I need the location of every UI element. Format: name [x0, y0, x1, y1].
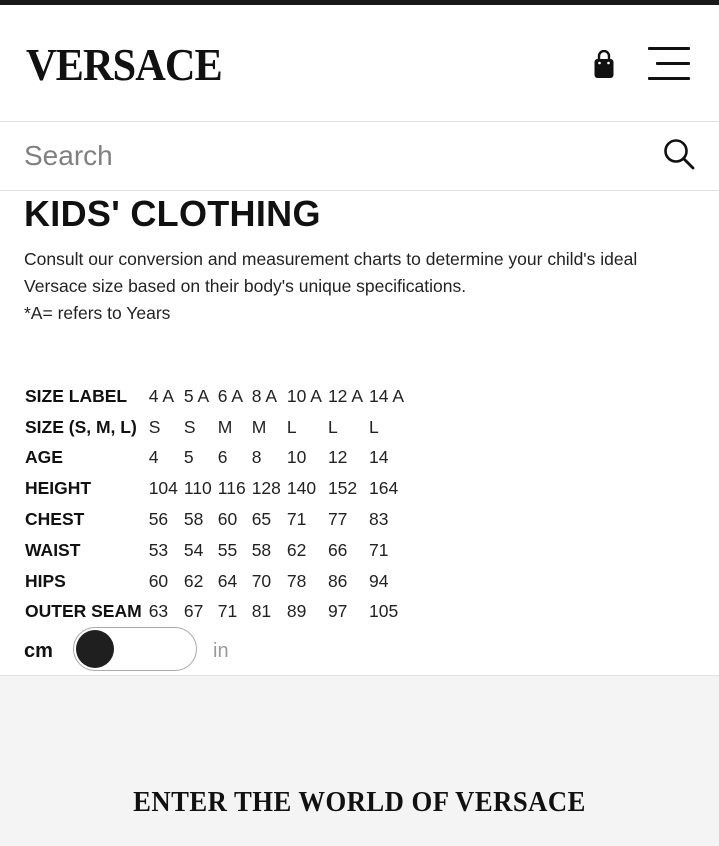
- size-table-cell: 110: [183, 478, 212, 499]
- search-bar: [0, 121, 719, 191]
- size-table-row: [22, 381, 407, 412]
- size-table-cell: 83: [369, 509, 389, 530]
- size-table-cell: 5: [183, 447, 194, 468]
- unit-switcher: [24, 627, 424, 675]
- size-table-cell: 66: [327, 539, 348, 560]
- search-icon[interactable]: [662, 137, 696, 171]
- size-table-cell: 8 A: [251, 385, 278, 406]
- size-table-cell: L: [327, 416, 338, 437]
- site-header: [0, 5, 719, 121]
- size-table-cell: 78: [286, 570, 307, 591]
- size-table-cell: 12 A: [327, 385, 363, 406]
- size-table-cell: M: [251, 416, 267, 437]
- size-table-row-label: SIZE (S, M, L): [25, 416, 137, 437]
- size-table-cell: L: [369, 416, 379, 437]
- size-table-cell: 70: [251, 570, 272, 591]
- size-table-row: [22, 566, 407, 597]
- size-table-cell: 60: [217, 509, 238, 530]
- size-table-cell: 116: [217, 478, 246, 499]
- size-table-cell: 63: [148, 601, 169, 622]
- size-table-cell: 54: [183, 539, 204, 560]
- unit-cm-label: cm: [24, 640, 53, 662]
- size-table-row-label: WAIST: [25, 539, 81, 560]
- size-table-cell: 58: [183, 509, 204, 530]
- description-text: Consult our conversion and measurement charts to determine your child's ideal Versace size based on their body's unique specifications.: [24, 249, 638, 296]
- site-footer: [0, 675, 719, 846]
- size-table-cell: 53: [148, 539, 169, 560]
- unit-toggle-switch[interactable]: [73, 627, 197, 671]
- size-table-cell: 8: [251, 447, 262, 468]
- size-table-row: [22, 412, 407, 443]
- toggle-knob: [76, 630, 114, 668]
- unit-in-label: in: [213, 640, 229, 662]
- size-table-cell: 105: [369, 601, 399, 622]
- size-table-cell: 58: [251, 539, 272, 560]
- size-table-row-label: HIPS: [25, 570, 66, 591]
- size-table-row: [22, 535, 407, 566]
- size-table-cell: 104: [148, 478, 178, 499]
- size-table-cell: 5 A: [183, 385, 210, 406]
- shopping-bag-icon[interactable]: [592, 50, 616, 80]
- size-table-row: [22, 443, 407, 474]
- size-table-cell: 71: [286, 509, 307, 530]
- size-table-cell: 4 A: [148, 385, 174, 406]
- size-table-cell: 97: [327, 601, 348, 622]
- years-note: *A= refers to Years: [24, 303, 171, 323]
- size-table-cell: 14 A: [369, 385, 405, 406]
- size-table-cell: 10: [286, 447, 307, 468]
- size-table-cell: S: [183, 416, 196, 437]
- size-table-cell: 71: [217, 601, 238, 622]
- size-table-cell: 64: [217, 570, 238, 591]
- size-table-row-label: CHEST: [25, 509, 85, 530]
- size-table-row-label: AGE: [25, 447, 63, 468]
- size-table-cell: 55: [217, 539, 238, 560]
- footer-title: ENTER THE WORLD OF VERSACE: [133, 786, 586, 818]
- hamburger-menu-icon[interactable]: [648, 47, 690, 81]
- size-table-cell: 56: [148, 509, 169, 530]
- size-table-cell: 81: [251, 601, 272, 622]
- size-table-cell: 6 A: [217, 385, 244, 406]
- size-table-row-label: OUTER SEAM: [25, 601, 142, 622]
- size-table-cell: 65: [251, 509, 272, 530]
- size-table-cell: 10 A: [286, 385, 322, 406]
- size-table-cell: 62: [286, 539, 307, 560]
- size-table-cell: 60: [148, 570, 169, 591]
- size-conversion-table: [22, 381, 407, 627]
- size-table-row: [22, 504, 407, 535]
- size-table-cell: M: [217, 416, 233, 437]
- search-input[interactable]: [24, 136, 624, 176]
- size-table-row: [22, 473, 407, 504]
- size-table-cell: 94: [369, 570, 389, 591]
- page-title: KIDS' CLOTHING: [24, 193, 321, 234]
- size-table-cell: 12: [327, 447, 348, 468]
- versace-logo[interactable]: VERSACE: [26, 39, 222, 90]
- size-table-row-label: HEIGHT: [25, 478, 92, 499]
- size-table-cell: 71: [369, 539, 389, 560]
- size-table-cell: 86: [327, 570, 348, 591]
- size-table-row: [22, 597, 407, 628]
- size-table-cell: S: [148, 416, 161, 437]
- size-table-cell: 89: [286, 601, 307, 622]
- size-table-row-label: SIZE LABEL: [25, 385, 128, 406]
- size-table-cell: 62: [183, 570, 204, 591]
- size-table-cell: 14: [369, 447, 389, 468]
- page-description: [24, 246, 704, 327]
- size-table-cell: 67: [183, 601, 204, 622]
- size-table-cell: 4: [148, 447, 159, 468]
- size-table-cell: 140: [286, 478, 317, 499]
- size-table-cell: 77: [327, 509, 348, 530]
- size-table-cell: 128: [251, 478, 281, 499]
- size-table-cell: L: [286, 416, 297, 437]
- size-table-cell: 164: [369, 478, 399, 499]
- size-table-cell: 6: [217, 447, 228, 468]
- size-table-cell: 152: [327, 478, 358, 499]
